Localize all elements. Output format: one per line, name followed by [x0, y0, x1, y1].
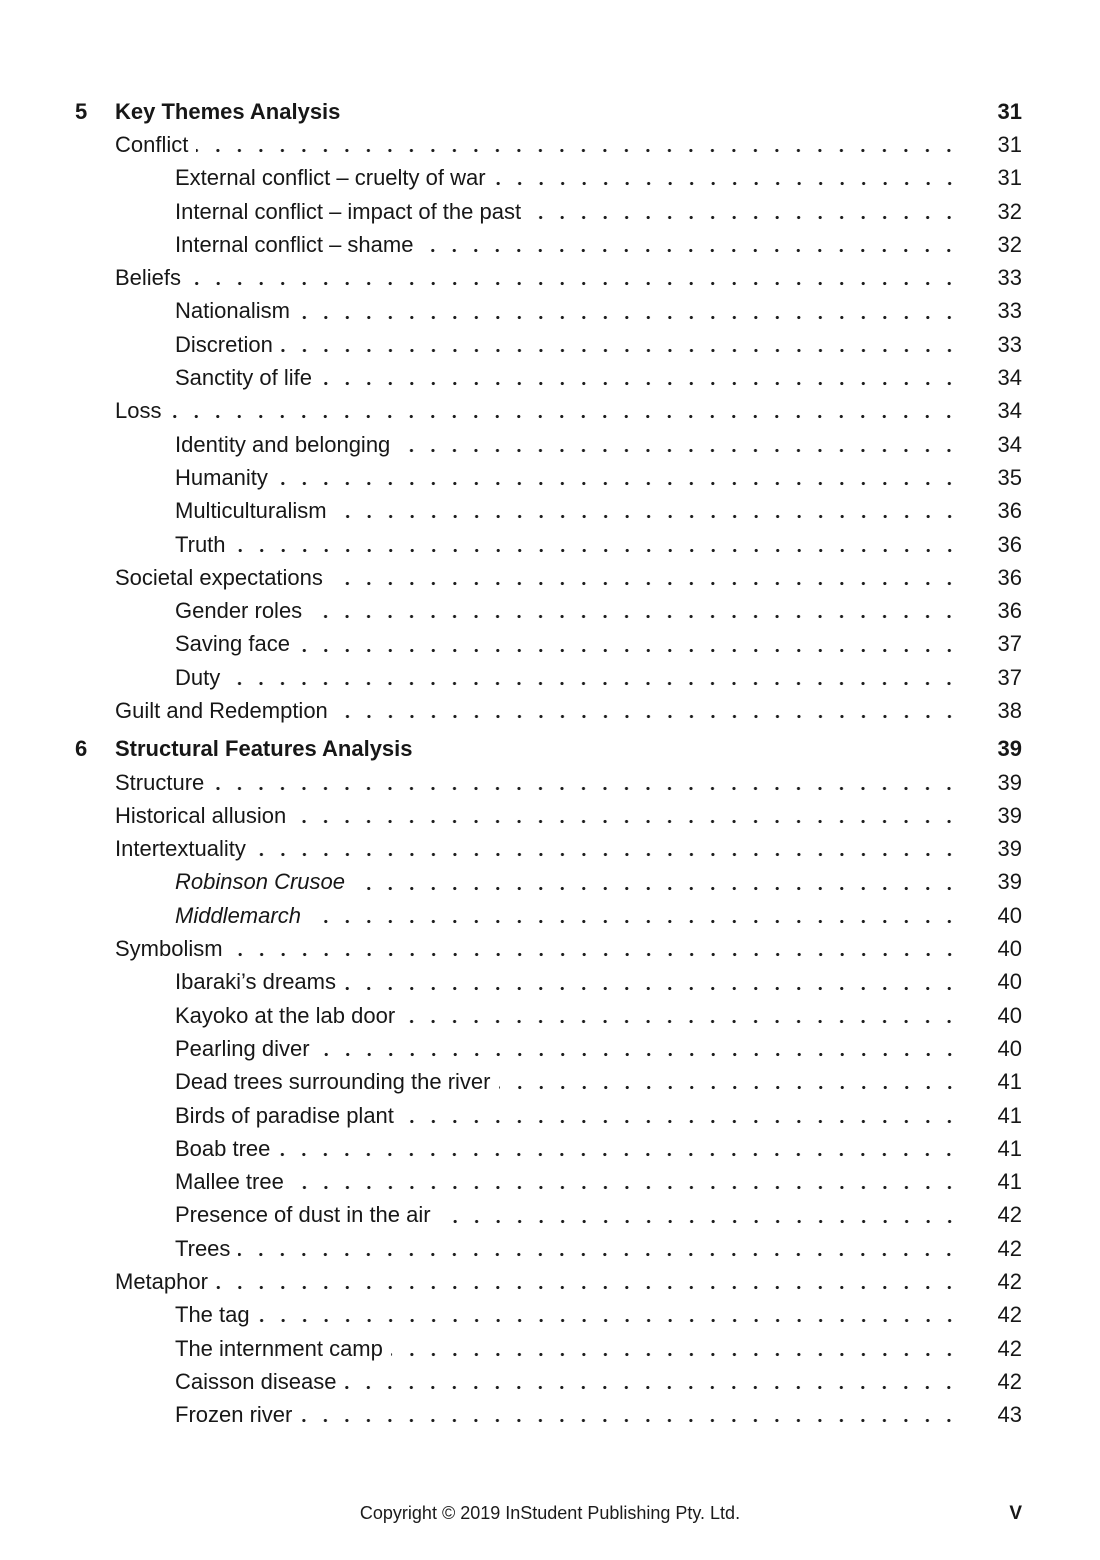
toc-entry-row[interactable] [75, 932, 1022, 965]
page-number-label: V [1009, 1503, 1022, 1524]
dot-leader [234, 528, 962, 561]
toc-entry-label: Saving face [175, 631, 290, 657]
toc-entry-row[interactable] [75, 128, 1022, 161]
toc-entry-label: Kayoko at the lab door [175, 1002, 396, 1028]
toc-entry-page: 37 [997, 664, 1022, 690]
toc-entry-row[interactable] [75, 495, 1022, 528]
toc-entry-row[interactable] [75, 361, 1022, 394]
dot-leader [494, 162, 962, 195]
dot-leader [320, 361, 962, 394]
toc-entry-page: 33 [997, 265, 1022, 291]
toc-entry-page: 33 [997, 298, 1022, 324]
toc-entry-label: Metaphor [115, 1269, 208, 1295]
toc-entry-page: 39 [997, 802, 1022, 828]
dot-leader [196, 128, 962, 161]
toc-entry-page: 35 [997, 464, 1022, 490]
toc-entry-page: 42 [997, 1335, 1022, 1361]
dot-leader [278, 1132, 962, 1165]
toc-entry-row[interactable] [75, 162, 1022, 195]
toc-entry-row[interactable] [75, 1299, 1022, 1332]
toc-entry-page: 42 [997, 1202, 1022, 1228]
dot-leader [276, 461, 962, 494]
toc-entry-row[interactable] [75, 766, 1022, 799]
dot-leader [228, 661, 962, 694]
toc-entry-label: Middlemarch [175, 902, 301, 928]
toc-entry-row[interactable] [75, 1332, 1022, 1365]
toc-entry-row[interactable] [75, 195, 1022, 228]
dot-leader [344, 966, 962, 999]
toc-entry-label: Nationalism [175, 298, 290, 324]
toc-entry-page: 41 [997, 1135, 1022, 1161]
toc-entry-label: Dead trees surrounding the river [175, 1069, 491, 1095]
dot-leader [298, 295, 962, 328]
dot-leader [310, 594, 962, 627]
toc-entry-row[interactable] [75, 1365, 1022, 1398]
dot-leader [529, 195, 962, 228]
dot-leader [398, 428, 962, 461]
toc-entry-page: 42 [997, 1302, 1022, 1328]
dot-leader [300, 1399, 962, 1432]
toc-entry-row[interactable] [75, 1166, 1022, 1199]
toc-entry-label: Frozen river [175, 1402, 293, 1428]
dot-leader [212, 766, 962, 799]
toc-entry-label: Structure [115, 769, 205, 795]
toc-entry-row[interactable] [75, 461, 1022, 494]
toc-entry-label: Intertextuality [115, 836, 246, 862]
toc-entry-row[interactable] [75, 261, 1022, 294]
toc-entry-page: 32 [997, 198, 1022, 224]
toc-entry-label: Historical allusion [115, 802, 287, 828]
toc-entry-page: 33 [997, 331, 1022, 357]
toc-entry-label: Caisson disease [175, 1368, 337, 1394]
toc-entry-page: 39 [997, 869, 1022, 895]
toc-entry-page: 39 [997, 836, 1022, 862]
toc-entry-page: 40 [997, 969, 1022, 995]
toc-entry-page: 39 [997, 769, 1022, 795]
toc-entry-row[interactable] [75, 899, 1022, 932]
toc-entry-row[interactable] [75, 628, 1022, 661]
toc-entry-label: Conflict [115, 131, 189, 157]
dot-leader [403, 999, 962, 1032]
dot-leader [258, 1299, 962, 1332]
dot-leader [238, 1232, 962, 1265]
toc-entry-label: Guilt and Redemption [115, 697, 328, 723]
toc-entry-row[interactable] [75, 328, 1022, 361]
toc-entry-page: 40 [997, 936, 1022, 962]
toc-entry-row[interactable] [75, 594, 1022, 627]
toc-entry-label: Ibaraki’s dreams [175, 969, 336, 995]
toc-entry-row[interactable] [75, 228, 1022, 261]
toc-entry-label: Presence of dust in the air [175, 1202, 431, 1228]
toc-entry-label: Discretion [175, 331, 273, 357]
dot-leader [335, 495, 962, 528]
toc-entry-page: 36 [997, 598, 1022, 624]
toc-entry-label: Loss [115, 398, 162, 424]
dot-leader [281, 328, 962, 361]
toc-entry-page: 36 [997, 564, 1022, 590]
toc-entry-label: Trees [175, 1235, 231, 1261]
toc-entry-page: 34 [997, 365, 1022, 391]
dot-leader [254, 833, 962, 866]
toc-entry-label: Humanity [175, 464, 268, 490]
toc-entry-label: Robinson Crusoe [175, 869, 345, 895]
toc-entry-page: 37 [997, 631, 1022, 657]
dot-leader [402, 1099, 962, 1132]
dot-leader [294, 799, 962, 832]
toc-entry-row[interactable] [75, 295, 1022, 328]
toc-entry-page: 32 [997, 231, 1022, 257]
toc-entry-row[interactable] [75, 1199, 1022, 1232]
toc-entry-page: 42 [997, 1269, 1022, 1295]
toc-entry-page: 41 [997, 1069, 1022, 1095]
toc-entry-page: 40 [997, 902, 1022, 928]
dot-leader [336, 694, 962, 727]
toc-entry-row[interactable] [75, 1132, 1022, 1165]
toc-entry-label: Pearling diver [175, 1035, 310, 1061]
toc-entry-label: The internment camp [175, 1335, 383, 1361]
toc-entry-row[interactable] [75, 1232, 1022, 1265]
toc-entry-label: External conflict – cruelty of war [175, 165, 486, 191]
toc-entry-row[interactable] [75, 428, 1022, 461]
dot-leader [231, 932, 962, 965]
toc-entry-row[interactable] [75, 395, 1022, 428]
dot-leader [391, 1332, 962, 1365]
toc-entry-page: 42 [997, 1368, 1022, 1394]
dot-leader [169, 395, 962, 428]
toc-entry-label: Internal conflict – shame [175, 231, 414, 257]
toc-entry-label: Birds of paradise plant [175, 1102, 394, 1128]
dot-leader [298, 628, 962, 661]
dot-leader [499, 1066, 963, 1099]
toc-entry-row[interactable] [75, 999, 1022, 1032]
toc-chapter-row[interactable] [75, 95, 1022, 128]
dot-leader [292, 1166, 962, 1199]
toc-entry-row[interactable] [75, 1265, 1022, 1298]
toc-entry-row[interactable] [75, 1099, 1022, 1132]
toc-entry-row[interactable] [75, 528, 1022, 561]
toc-entry-page: 36 [997, 498, 1022, 524]
toc-entry-page: 40 [997, 1002, 1022, 1028]
toc-entry-page: 41 [997, 1102, 1022, 1128]
toc-entry-row[interactable] [75, 799, 1022, 832]
page-footer [0, 1503, 1100, 1533]
toc-entry-page: 43 [997, 1402, 1022, 1428]
dot-leader [216, 1265, 962, 1298]
toc-entry-page: 42 [997, 1235, 1022, 1261]
toc-entry-label: Societal expectations [115, 564, 323, 590]
toc-entry-row[interactable] [75, 561, 1022, 594]
toc-chapter-number: 6 [75, 736, 88, 762]
toc-entry-row[interactable] [75, 833, 1022, 866]
toc-entry-page: 38 [997, 697, 1022, 723]
toc-entry-label: The tag [175, 1302, 250, 1328]
toc-entry-label: Multiculturalism [175, 498, 327, 524]
dot-leader [421, 228, 962, 261]
toc-chapter-number: 5 [75, 98, 88, 124]
toc-entry-row[interactable] [75, 1032, 1022, 1065]
toc-entry-page: 34 [997, 431, 1022, 457]
toc-entry-label: Gender roles [175, 598, 303, 624]
copyright-notice: Copyright © 2019 InStudent Publishing Pty. Ltd. [359, 1503, 741, 1523]
toc-entry-row[interactable] [75, 1066, 1022, 1099]
toc-chapter-title: Structural Features Analysis [115, 736, 413, 762]
toc-chapter-title: Key Themes Analysis [115, 98, 341, 124]
toc-entry-label: Identity and belonging [175, 431, 391, 457]
toc-entry-row[interactable] [75, 1399, 1022, 1432]
toc-entry-label: Internal conflict – impact of the past [175, 198, 522, 224]
toc-chapter-page: 31 [997, 98, 1022, 124]
toc-entry-page: 36 [997, 531, 1022, 557]
toc-entry-label: Mallee tree [175, 1169, 284, 1195]
toc-entry-row[interactable] [75, 866, 1022, 899]
toc-entry-row[interactable] [75, 966, 1022, 999]
toc-entry-page: 40 [997, 1035, 1022, 1061]
toc-chapter-page: 39 [997, 736, 1022, 762]
toc-entry-label: Truth [175, 531, 226, 557]
toc-entry-label: Symbolism [115, 936, 223, 962]
toc-entry-label: Boab tree [175, 1135, 271, 1161]
toc-entry-page: 31 [997, 131, 1022, 157]
dot-leader [331, 561, 962, 594]
dot-leader [353, 866, 962, 899]
toc-entry-label: Beliefs [115, 265, 182, 291]
dot-leader [318, 1032, 962, 1065]
toc-entry-page: 41 [997, 1169, 1022, 1195]
dot-leader [344, 1365, 962, 1398]
dot-leader [309, 899, 962, 932]
toc-entry-label: Sanctity of life [175, 365, 312, 391]
dot-leader [439, 1199, 962, 1232]
toc-entry-page: 34 [997, 398, 1022, 424]
toc-entry-page: 31 [997, 165, 1022, 191]
toc-entry-label: Duty [175, 664, 221, 690]
toc-chapter-row[interactable] [75, 733, 1022, 766]
toc-entry-row[interactable] [75, 694, 1022, 727]
toc-entry-row[interactable] [75, 661, 1022, 694]
dot-leader [189, 261, 962, 294]
